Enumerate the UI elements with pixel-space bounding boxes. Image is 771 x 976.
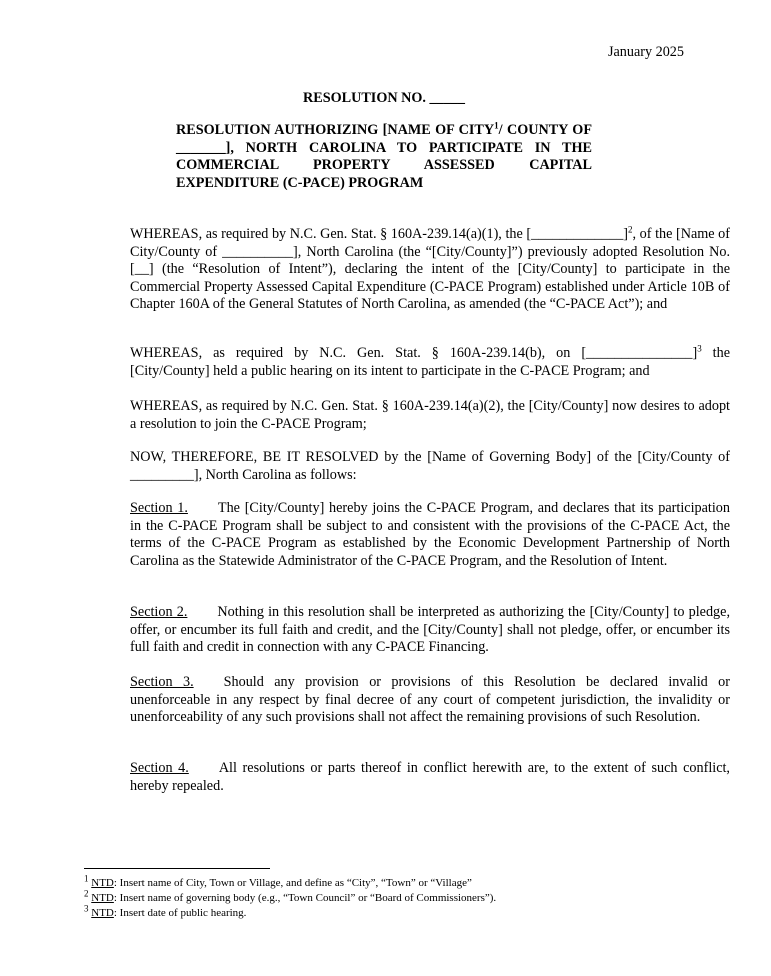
document-page xyxy=(84,0,730,976)
footnote-3 xyxy=(84,903,247,920)
footnote-ref: 2 xyxy=(628,224,633,235)
section-text: The [City/County] hereby joins the C-PACE Program, and declares that its participation in the C-PACE Program shall be subject to and consistent with the provisions of the C-PACE Act, the terms of the C-PACE Program as established by the Economic Development Partnership of North Carolina as the Statewide Administrator of the C-PACE Program, and the Resolution of Intent. xyxy=(130,500,730,569)
footnote-number: 2 xyxy=(84,888,89,899)
document-date: January 2025 xyxy=(607,44,684,60)
section-label: Section 2. xyxy=(130,604,188,620)
footnote-1 xyxy=(84,873,472,890)
title-text-rest: / COUNTY OF _______], NORTH CAROLINA TO PARTICIPATE IN THE COMMERCIAL PROPERTY ASSESSED CAPITAL EXPENDITURE (C-PACE) PROGRAM xyxy=(176,122,592,192)
footnote-2 xyxy=(84,888,497,905)
section-3 xyxy=(84,674,730,727)
footnote-text: : Insert date of public hearing. xyxy=(113,907,247,919)
footnote-text: : Insert name of City, Town or Village, and define as “City”, “Town” or “Village” xyxy=(113,877,472,889)
section-text: All resolutions or parts thereof in conflict herewith are, to the extent of such conflict, hereby repealed. xyxy=(130,760,730,794)
footnote-tag: NTD xyxy=(91,877,114,889)
footnote-text: : Insert name of governing body (e.g., “Town Council” or “Board of Commissioners”). xyxy=(113,892,497,904)
footnote-tag: NTD xyxy=(91,907,114,919)
paragraph-text: , of the [Name of City/County of __________], North Carolina (the “[City/County]”) previously adopted Resolution No. [__] (the “Resolution of Intent”), declaring the intent of the [City/County] to participate in the Commercial Property Assessed Capital Expenditure (C-PACE Program) established under Article 10B of Chapter 160A of the General Statutes of North Carolina, as amended (the “C-PACE Act”); and xyxy=(130,226,730,313)
footnote-number: 3 xyxy=(84,903,89,914)
section-text: Should any provision or provisions of this Resolution be declared invalid or unenforceable in any respect by final decree of any court of competent jurisdiction, the invalidity or unenforceability of any such provisions shall not affect the remaining provisions of such Resolution. xyxy=(130,674,730,726)
now-therefore-paragraph: NOW, THEREFORE, BE IT RESOLVED by the [Name of Governing Body] of the [City/County of _________], North Carolina as follows: xyxy=(130,449,730,483)
whereas-paragraph-1 xyxy=(84,226,730,314)
footnote-divider xyxy=(84,868,270,869)
footnote-number: 1 xyxy=(84,873,89,884)
paragraph-text: WHEREAS, as required by N.C. Gen. Stat. § 160A-239.14(b), on [_______________] xyxy=(130,345,698,361)
resolution-number: RESOLUTION NO. _____ xyxy=(303,90,465,106)
footnote-tag: NTD xyxy=(91,892,114,904)
section-4 xyxy=(84,760,730,795)
section-text: Nothing in this resolution shall be interpreted as authorizing the [City/County] to pledge, offer, or encumber its full faith and credit, and the [City/County] shall not pledge, offer, or encumber its full faith and credit in connection with any C-PACE Financing. xyxy=(130,604,730,656)
resolution-title xyxy=(176,122,592,193)
footnote-ref: 3 xyxy=(697,343,702,354)
section-2 xyxy=(84,604,730,657)
section-1 xyxy=(84,500,730,570)
whereas-paragraph-3: WHEREAS, as required by N.C. Gen. Stat. § 160A-239.14(a)(2), the [City/County] now desires to adopt a resolution to join the C-PACE Program; xyxy=(130,398,730,432)
footnote-ref: 1 xyxy=(494,120,499,131)
paragraph-text: WHEREAS, as required by N.C. Gen. Stat. § 160A-239.14(a)(1), the [_____________] xyxy=(130,226,629,242)
paragraph-text: the [City/County] held a public hearing on its intent to participate in the C-PACE Program; and xyxy=(130,345,730,379)
title-text: RESOLUTION AUTHORIZING [NAME OF CITY xyxy=(176,122,495,138)
whereas-paragraph-2 xyxy=(84,345,730,380)
section-label: Section 4. xyxy=(130,760,189,776)
section-label: Section 3. xyxy=(130,674,194,690)
section-label: Section 1. xyxy=(130,500,188,516)
